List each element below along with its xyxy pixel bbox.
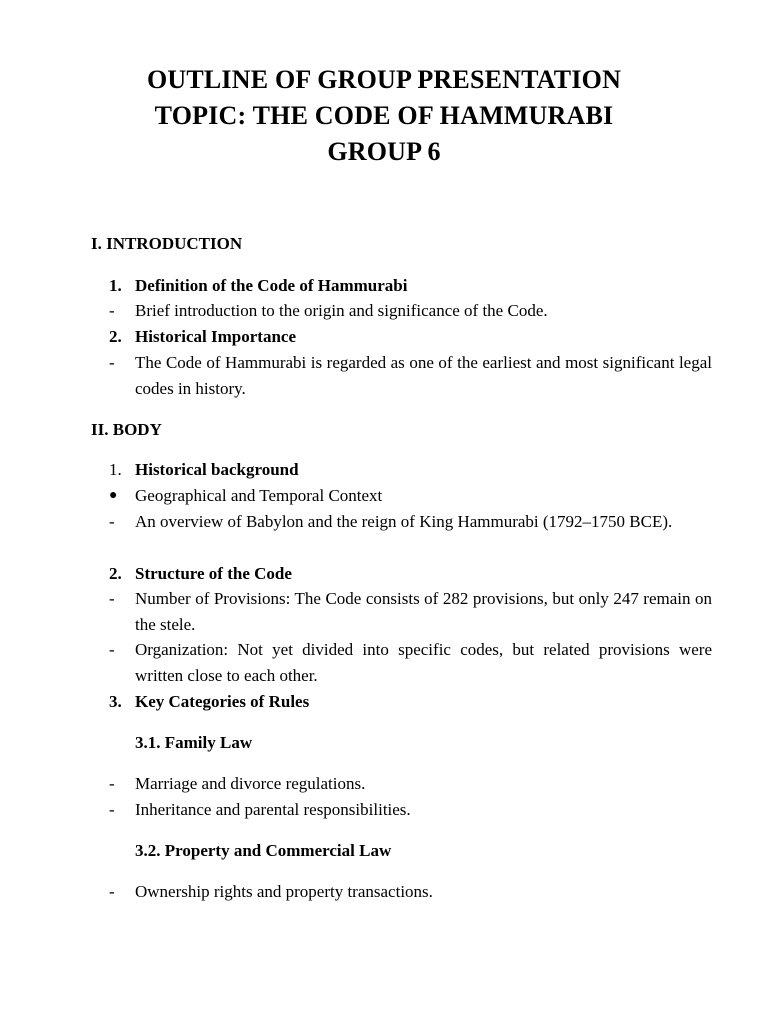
dash-marker: - bbox=[109, 301, 115, 320]
list-item-detail: Inheritance and parental responsibilities. bbox=[135, 800, 411, 819]
sub-heading-property-law: 3.2. Property and Commercial Law bbox=[135, 841, 392, 860]
list-item-detail: The Code of Hammurabi is regarded as one of the earliest and most significant legal codes in history. bbox=[135, 353, 712, 398]
bullet-marker: ● bbox=[109, 488, 118, 503]
list-item-title: Historical Importance bbox=[135, 327, 296, 346]
list-item-detail: An overview of Babylon and the reign of King Hammurabi (1792–1750 BCE). bbox=[135, 512, 673, 531]
list-number: 2. bbox=[109, 327, 122, 346]
list-number: 3. bbox=[109, 692, 122, 711]
sub-heading-family-law: 3.1. Family Law bbox=[135, 733, 253, 752]
list-item-detail: Ownership rights and property transactions. bbox=[135, 882, 433, 901]
dash-marker: - bbox=[109, 800, 115, 819]
list-item-detail: Number of Provisions: The Code consists of 282 provisions, but only 247 remain on the stele. bbox=[135, 589, 712, 634]
list-item-detail: Marriage and divorce regulations. bbox=[135, 774, 366, 793]
title-line-2: TOPIC: THE CODE OF HAMMURABI bbox=[154, 101, 614, 130]
dash-marker: - bbox=[109, 640, 115, 659]
dash-marker: - bbox=[109, 882, 115, 901]
list-item-title: Definition of the Code of Hammurabi bbox=[135, 276, 408, 295]
dash-marker: - bbox=[109, 353, 115, 372]
list-item-title: Structure of the Code bbox=[135, 564, 292, 583]
list-number: 1. bbox=[109, 460, 122, 479]
title-line-1: OUTLINE OF GROUP PRESENTATION bbox=[146, 65, 622, 94]
section-heading-introduction: I. INTRODUCTION bbox=[91, 234, 243, 253]
dash-marker: - bbox=[109, 774, 115, 793]
title-line-3: GROUP 6 bbox=[327, 137, 441, 166]
dash-marker: - bbox=[109, 512, 115, 531]
list-item-title: Historical background bbox=[135, 460, 299, 479]
dash-marker: - bbox=[109, 589, 115, 608]
list-item-title: Key Categories of Rules bbox=[135, 692, 310, 711]
section-heading-body: II. BODY bbox=[91, 420, 162, 439]
list-item-detail: Geographical and Temporal Context bbox=[135, 486, 383, 505]
list-item-detail: Organization: Not yet divided into specific codes, but related provisions were written close to each other. bbox=[135, 640, 712, 685]
list-number: 2. bbox=[109, 564, 122, 583]
list-item-detail: Brief introduction to the origin and significance of the Code. bbox=[135, 301, 548, 320]
document-title bbox=[0, 62, 768, 170]
list-number: 1. bbox=[109, 276, 122, 295]
